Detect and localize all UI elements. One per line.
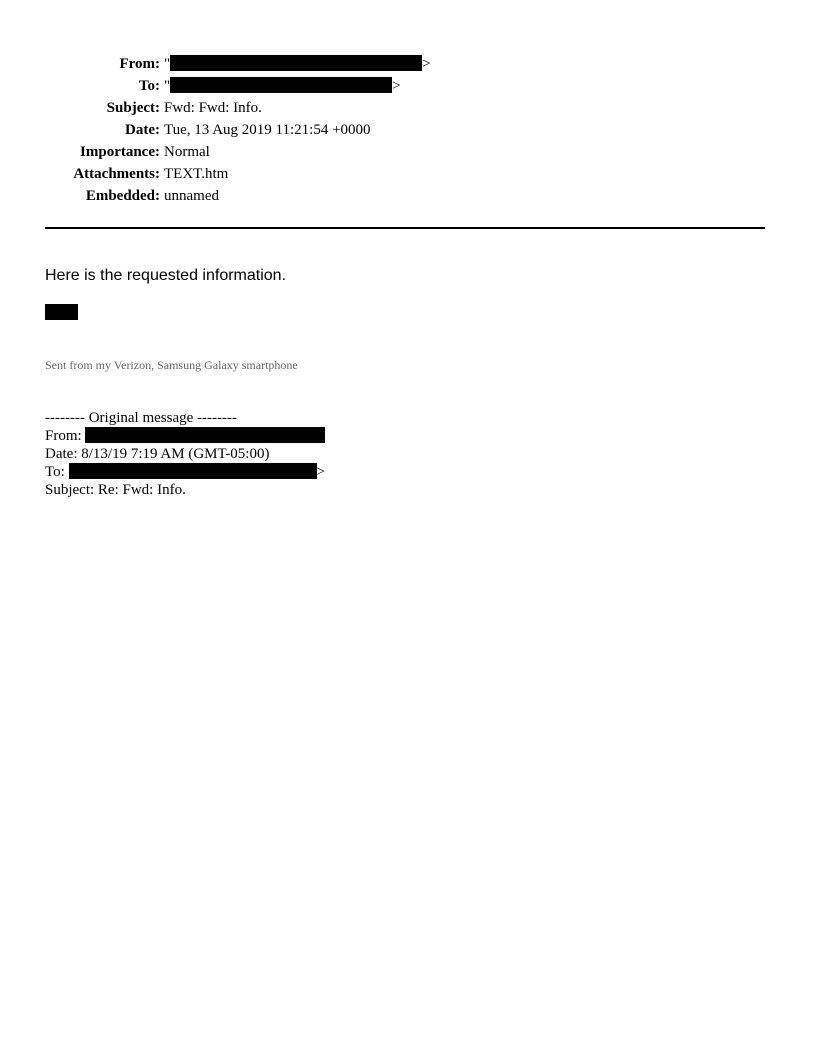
embedded-value: unnamed [164, 188, 219, 204]
original-separator: -------- Original message -------- [45, 410, 237, 426]
header-date-row [0, 119, 816, 141]
from-redaction [170, 55, 422, 71]
email-header [0, 53, 816, 207]
to-value [164, 75, 401, 97]
date-value: Tue, 13 Aug 2019 11:21:54 +0000 [164, 122, 371, 138]
header-subject-row [0, 97, 816, 119]
subject-label: Subject: [106, 100, 160, 116]
header-divider [45, 227, 765, 229]
to-suffix: > [392, 78, 401, 94]
date-label: Date: [125, 122, 160, 138]
header-attachments-row [0, 163, 816, 185]
original-to-line [45, 463, 325, 481]
attachments-label: Attachments: [73, 166, 160, 182]
to-label: To: [138, 78, 160, 94]
to-quote: " [164, 78, 171, 94]
original-to-suffix: > [316, 464, 326, 480]
original-message [45, 409, 325, 499]
from-label: From: [119, 56, 160, 72]
to-redaction [170, 77, 392, 93]
header-embedded-row [0, 185, 816, 207]
original-to-label: To: [45, 464, 69, 480]
attachments-value: TEXT.htm [164, 166, 229, 182]
original-date-line: Date: 8/13/19 7:19 AM (GMT-05:00) [45, 446, 270, 462]
importance-label: Importance: [80, 144, 160, 160]
subject-value: Fwd: Fwd: Info. [164, 100, 262, 116]
original-from-redaction [85, 427, 325, 443]
header-from-row [0, 53, 816, 75]
header-importance-row [0, 141, 816, 163]
mobile-signature: Sent from my Verizon, Samsung Galaxy smartphone [45, 358, 298, 372]
body-intro-text: Here is the requested information. [45, 267, 287, 284]
embedded-label: Embedded: [85, 188, 160, 204]
from-suffix: > [422, 56, 431, 72]
original-subject-line: Subject: Re: Fwd: Info. [45, 482, 186, 498]
header-to-row [0, 75, 816, 97]
body-redaction [45, 304, 78, 320]
importance-value: Normal [164, 144, 210, 160]
from-value [164, 53, 431, 75]
original-to-redaction [69, 463, 317, 479]
original-from-label: From: [45, 428, 86, 444]
original-from-line [45, 427, 325, 445]
from-quote: " [164, 56, 171, 72]
